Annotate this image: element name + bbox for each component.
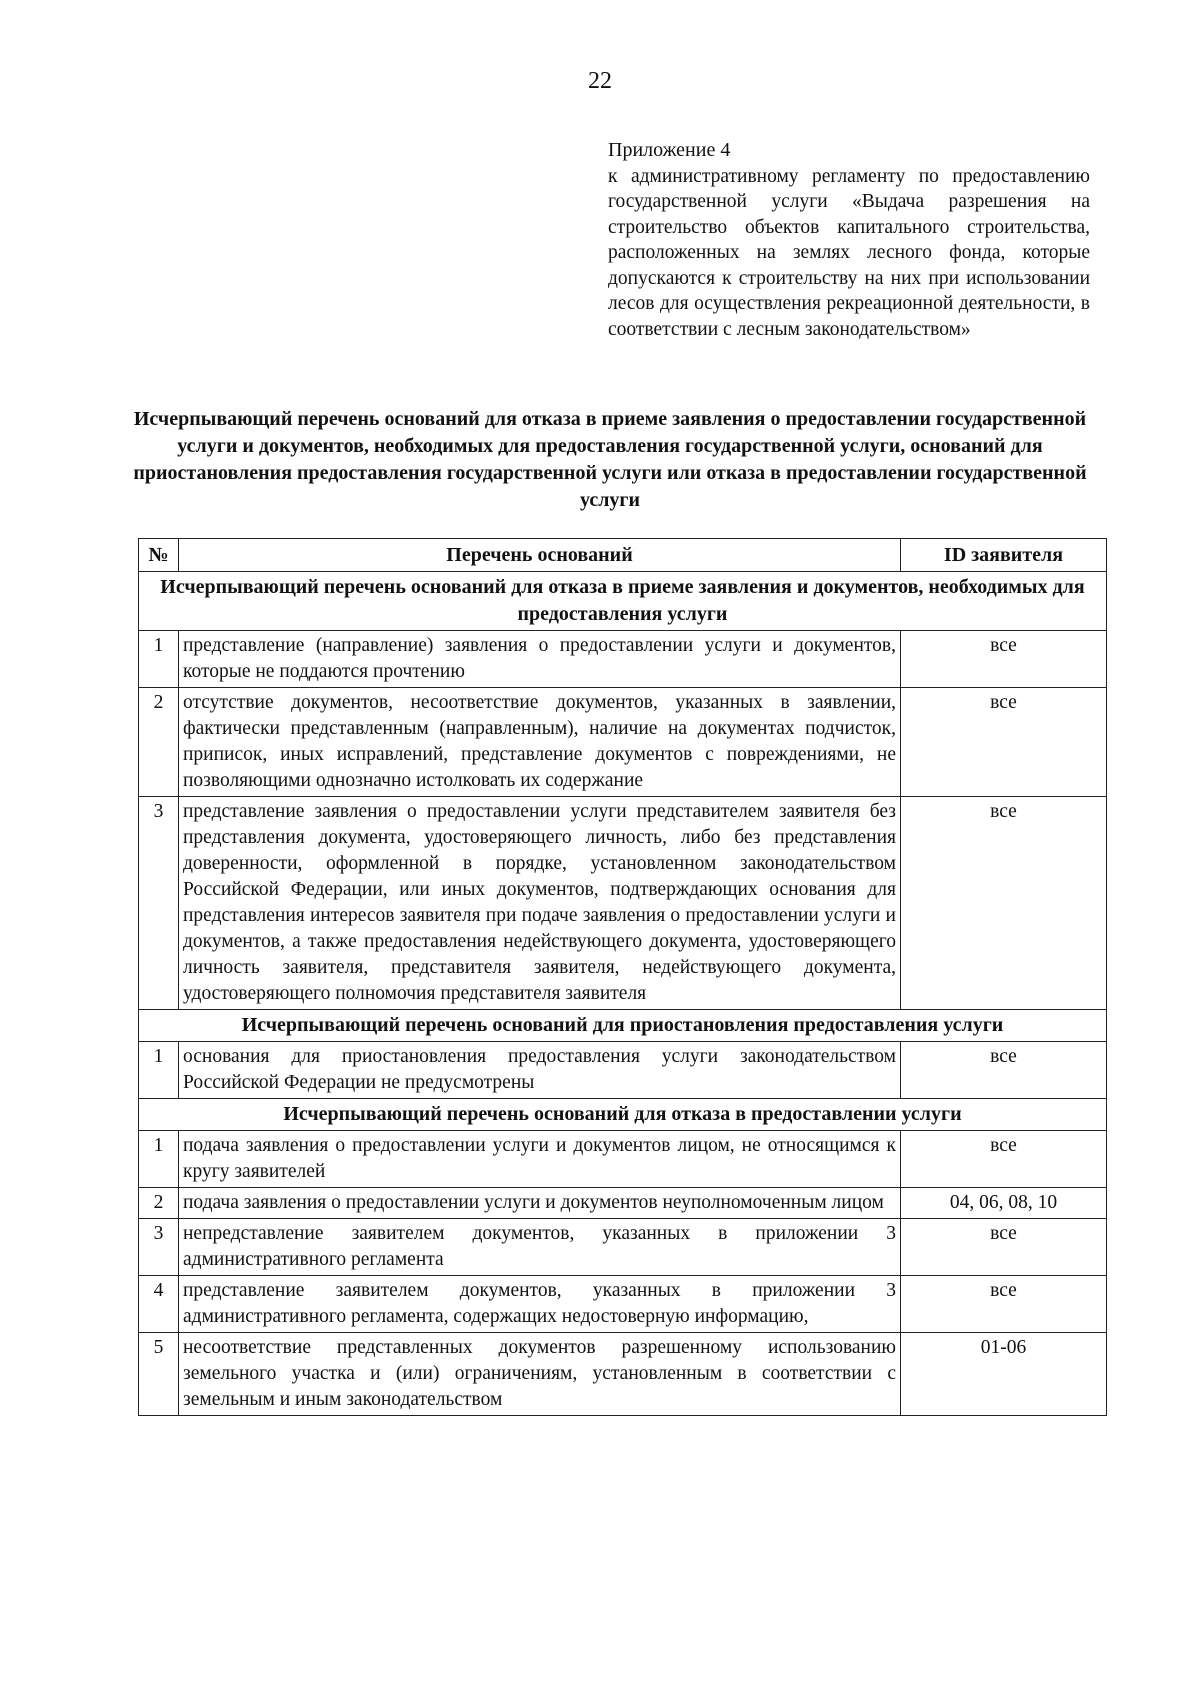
- section-title-refusal-acceptance: Исчерпывающий перечень оснований для отказа в приеме заявления и документов, необходимых для предоставления услуги: [139, 572, 1107, 631]
- table-header-row: [139, 539, 1107, 572]
- row-number: 1: [139, 631, 179, 688]
- row-number: 4: [139, 1276, 179, 1333]
- table-row: [139, 1131, 1107, 1188]
- row-applicant-id: все: [901, 688, 1107, 797]
- row-number: 3: [139, 1219, 179, 1276]
- row-number: 3: [139, 797, 179, 1010]
- table-row: [139, 1333, 1107, 1416]
- table-row: [139, 1042, 1107, 1099]
- section-row: [139, 572, 1107, 631]
- row-applicant-id: все: [901, 1042, 1107, 1099]
- appendix-block: [608, 138, 1090, 342]
- row-applicant-id: 01-06: [901, 1333, 1107, 1416]
- appendix-title: Приложение 4: [608, 139, 731, 161]
- header-applicant-id: ID заявителя: [901, 539, 1107, 572]
- row-applicant-id: все: [901, 1131, 1107, 1188]
- row-grounds-text: непредставление заявителем документов, указанных в приложении 3 административного регламента: [179, 1219, 901, 1276]
- page-number: 22: [588, 68, 612, 94]
- row-applicant-id: все: [901, 631, 1107, 688]
- row-grounds-text: отсутствие документов, несоответствие документов, указанных в заявлении, фактически представленным (направленным), наличие на документах подчисток, приписок, иных исправлений, представление документов с повреждениями, не позволяющими однозначно истолковать их содержание: [179, 688, 901, 797]
- section-row: [139, 1010, 1107, 1042]
- table-row: [139, 1276, 1107, 1333]
- table-row: [139, 1188, 1107, 1219]
- row-applicant-id: все: [901, 797, 1107, 1010]
- table-row: [139, 688, 1107, 797]
- row-applicant-id: все: [901, 1219, 1107, 1276]
- row-grounds-text: подача заявления о предоставлении услуги и документов неуполномоченным лицом: [179, 1188, 901, 1219]
- header-grounds: Перечень оснований: [179, 539, 901, 572]
- row-grounds-text: основания для приостановления предоставления услуги законодательством Российской Федерации не предусмотрены: [179, 1042, 901, 1099]
- table-row: [139, 631, 1107, 688]
- row-number: 1: [139, 1042, 179, 1099]
- section-title-refusal-service: Исчерпывающий перечень оснований для отказа в предоставлении услуги: [139, 1099, 1107, 1131]
- row-grounds-text: подача заявления о предоставлении услуги и документов лицом, не относящимся к кругу заявителей: [179, 1131, 901, 1188]
- row-grounds-text: несоответствие представленных документов разрешенному использованию земельного участка и (или) ограничениям, установленным в соответствии с земельным и иным законодательством: [179, 1333, 901, 1416]
- section-row: [139, 1099, 1107, 1131]
- row-number: 1: [139, 1131, 179, 1188]
- row-grounds-text: представление заявителем документов, указанных в приложении 3 административного регламента, содержащих недостоверную информацию,: [179, 1276, 901, 1333]
- document-title: Исчерпывающий перечень оснований для отказа в приеме заявления о предоставлении государственной услуги и документов, необходимых для предоставления государственной услуги, оснований для приостановления предоставления государственной услуги или отказа в предоставлении государственной услуги: [133, 408, 1087, 511]
- section-title-suspension: Исчерпывающий перечень оснований для приостановления предоставления услуги: [139, 1010, 1107, 1042]
- appendix-body: к административному регламенту по предоставлению государственной услуги «Выдача разрешения на строительство объектов капитального строительства, расположенных на землях лесного фонда, которые допускаются к строительству на них при использовании лесов для осуществления рекреационной деятельности, в соответствии с лесным законодательством»: [608, 165, 1090, 340]
- header-number: №: [139, 539, 179, 572]
- row-number: 2: [139, 688, 179, 797]
- grounds-table: [138, 538, 1107, 1416]
- table-row: [139, 797, 1107, 1010]
- row-number: 5: [139, 1333, 179, 1416]
- row-grounds-text: представление (направление) заявления о предоставлении услуги и документов, которые не поддаются прочтению: [179, 631, 901, 688]
- row-applicant-id: 04, 06, 08, 10: [901, 1188, 1107, 1219]
- row-grounds-text: представление заявления о предоставлении услуги представителем заявителя без представления документа, удостоверяющего личность, либо без представления доверенности, оформленной в порядке, установленном законодательством Российской Федерации, или иных документов, подтверждающих основания для представления интересов заявителя при подаче заявления о предоставлении услуги и документов, а также предоставления недействующего документа, удостоверяющего личность заявителя, представителя заявителя, недействующего документа, удостоверяющего полномочия представителя заявителя: [179, 797, 901, 1010]
- row-number: 2: [139, 1188, 179, 1219]
- row-applicant-id: все: [901, 1276, 1107, 1333]
- table-row: [139, 1219, 1107, 1276]
